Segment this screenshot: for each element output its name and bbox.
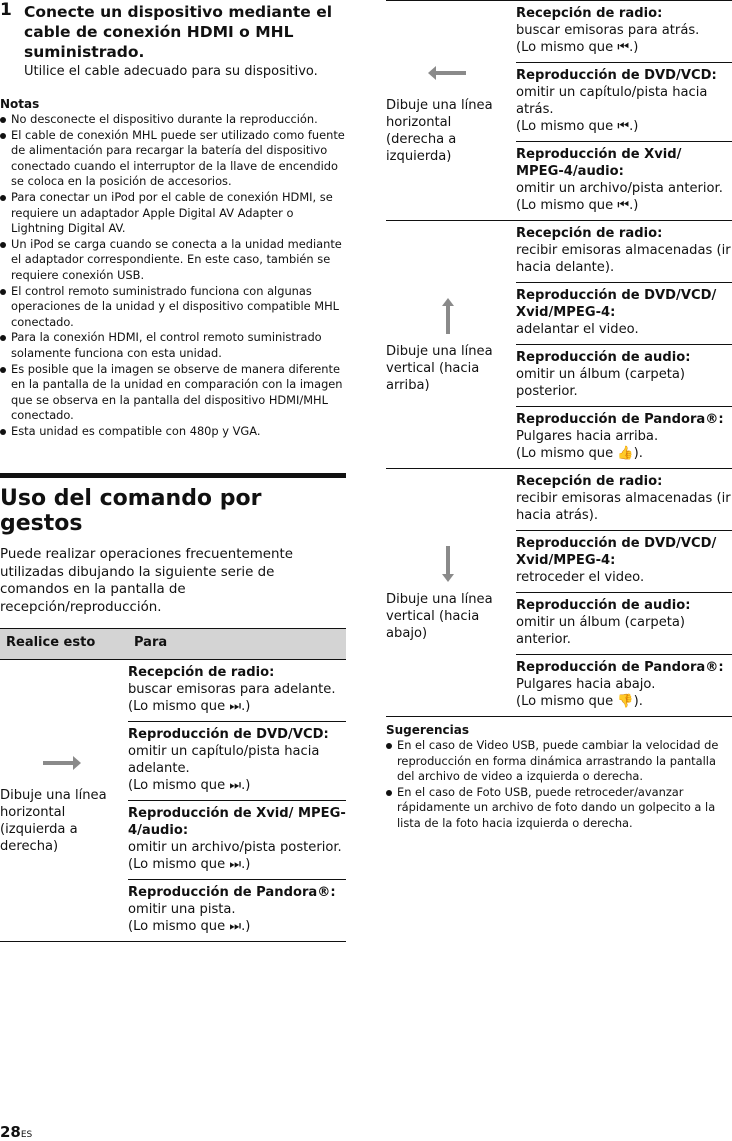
section-title: Uso del comando por gestos <box>0 486 262 537</box>
gesture-action-text: Dibuje una línea vertical (hacia abajo) <box>386 591 493 641</box>
entry-same-as: (Lo mismo que 👍). <box>516 446 643 461</box>
entry-text: recibir emisoras almacenadas (ir hacia delante). <box>516 243 731 275</box>
entry-text: Pulgares hacia abajo. <box>516 677 656 692</box>
entry-same-as: (Lo mismo que ⏮.) <box>516 198 639 213</box>
up-arrow-icon <box>438 296 458 336</box>
entry-text: Pulgares hacia arriba. <box>516 429 659 444</box>
entry-same-as: (Lo mismo que ⏭.) <box>128 699 251 715</box>
entry-title: Recepción de radio: <box>128 665 275 681</box>
gesture-entry <box>128 721 346 800</box>
gesture-table <box>0 628 346 942</box>
list-item: Esta unidad es compatible con 480p y VGA. <box>0 424 346 440</box>
entry-title: Reproducción de Xvid/ MPEG-4/audio: <box>128 806 346 839</box>
gesture-purpose-cell <box>128 660 346 942</box>
down-arrow-icon <box>438 544 458 584</box>
gesture-purpose-cell <box>516 1 732 221</box>
entry-title: Reproducción de DVD/VCD: <box>128 727 329 743</box>
entry-same-as: (Lo mismo que ⏭.) <box>128 919 251 935</box>
entry-title: Recepción de radio: <box>516 226 663 241</box>
list-item: No desconecte el dispositivo durante la reproducción. <box>0 112 346 128</box>
entry-title: Reproducción de Pandora®: <box>516 660 724 675</box>
entry-title: Reproducción de Pandora®: <box>128 885 336 901</box>
gesture-action-text: Dibuje una línea vertical (hacia arriba) <box>386 343 493 393</box>
list-item: Para la conexión HDMI, el control remoto suministrado solamente funciona con esta unidad. <box>0 330 346 361</box>
entry-text: omitir un archivo/pista posterior. <box>128 840 342 856</box>
entry-text: buscar emisoras para adelante. <box>128 682 336 698</box>
gesture-action-cell <box>386 221 516 469</box>
entry-title: Reproducción de audio: <box>516 350 691 365</box>
gesture-row <box>0 660 346 942</box>
gesture-arrow <box>386 544 510 589</box>
gesture-purpose-cell <box>516 221 732 469</box>
col-header-purpose: Para <box>128 629 346 660</box>
entry-text: buscar emisoras para atrás. <box>516 23 700 38</box>
gesture-entry <box>128 800 346 879</box>
list-item: En el caso de Video USB, puede cambiar la velocidad de reproducción en forma dinámica arrastrando la pantalla del archivo de video a izquierda o derecha. <box>386 738 732 785</box>
gesture-action-text: Dibuje una línea horizontal (izquierda a derecha) <box>0 788 107 855</box>
gesture-entry <box>516 406 732 468</box>
entry-text: omitir un capítulo/pista hacia atrás. <box>516 85 708 117</box>
step-1 <box>0 0 346 79</box>
entry-text: omitir un álbum (carpeta) anterior. <box>516 615 686 647</box>
left-arrow-icon <box>426 56 470 90</box>
col-header-action: Realice esto <box>0 629 128 660</box>
entry-text: omitir un archivo/pista anterior. <box>516 181 723 196</box>
entry-title: Reproducción de DVD/VCD/ Xvid/MPEG-4: <box>516 288 717 320</box>
notes-heading: Notas <box>0 97 40 111</box>
entry-text: retroceder el video. <box>516 570 645 585</box>
gesture-action-cell <box>386 469 516 717</box>
gesture-entry <box>516 592 732 654</box>
list-item: Un iPod se carga cuando se conecta a la unidad mediante el adaptador correspondiente. En este caso, también se requiere conexión USB. <box>0 237 346 284</box>
right-column <box>386 0 732 832</box>
gesture-table-continued <box>386 0 732 717</box>
gesture-row <box>386 469 732 717</box>
gesture-action-cell <box>0 660 128 942</box>
entry-same-as: (Lo mismo que ⏮.) <box>516 40 639 55</box>
entry-title: Reproducción de audio: <box>516 598 691 613</box>
list-item: Es posible que la imagen se observe de manera diferente en la pantalla de la unidad en comparación con la imagen que se observa en la pantalla del dispositivo HDMI/MHL conectado. <box>0 362 346 424</box>
gesture-entry <box>516 62 732 141</box>
list-item: Para conectar un iPod por el cable de conexión HDMI, se requiere un adaptador Apple Digital AV Adapter o Lightning Digital AV. <box>0 190 346 237</box>
section-intro: Puede realizar operaciones frecuentemente utilizadas dibujando la siguiente serie de comandos en la pantalla de recepción/reproducción. <box>0 547 294 615</box>
list-item: En el caso de Foto USB, puede retroceder/avanzar rápidamente un archivo de foto dando un golpecito a la lista de la foto hacia izquierda o derecha. <box>386 785 732 832</box>
notes-list <box>0 112 346 439</box>
gesture-entry <box>516 654 732 716</box>
gesture-arrow <box>0 746 122 785</box>
entry-text: omitir una pista. <box>128 902 236 918</box>
gesture-row <box>386 221 732 469</box>
gesture-action-text: Dibuje una línea horizontal (derecha a izquierda) <box>386 98 493 164</box>
entry-title: Reproducción de DVD/VCD: <box>516 68 717 83</box>
gesture-entry <box>128 660 346 721</box>
gesture-entry <box>516 282 732 344</box>
step-subtitle: Utilice el cable adecuado para su dispositivo. <box>24 64 318 79</box>
tips-list <box>386 738 732 832</box>
gesture-entry <box>516 1 732 62</box>
list-item: El cable de conexión MHL puede ser utilizado como fuente de alimentación para recargar la batería del dispositivo conectado cuando el interruptor de la llave de encendido se coloca en la posición de accesorios. <box>0 128 346 190</box>
page-number: 28ES <box>0 1123 33 1141</box>
list-item: El control remoto suministrado funciona con algunas operaciones de la unidad y el dispositivo compatible MHL conectado. <box>0 284 346 331</box>
entry-same-as: (Lo mismo que ⏮.) <box>516 119 639 134</box>
gesture-entry <box>516 344 732 406</box>
entry-text: omitir un capítulo/pista hacia adelante. <box>128 744 320 777</box>
entry-title: Reproducción de Xvid/ MPEG-4/audio: <box>516 147 682 179</box>
entry-same-as: (Lo mismo que ⏭.) <box>128 778 251 794</box>
entry-title: Recepción de radio: <box>516 474 663 489</box>
right-arrow-icon <box>39 746 83 780</box>
left-column <box>0 0 346 942</box>
tips-heading: Sugerencias <box>386 723 469 737</box>
gesture-row <box>386 1 732 221</box>
gesture-entry <box>516 141 732 220</box>
entry-title: Recepción de radio: <box>516 6 663 21</box>
gesture-entry <box>516 221 732 282</box>
gesture-entry <box>516 469 732 530</box>
gesture-action-cell <box>386 1 516 221</box>
entry-text: adelantar el video. <box>516 322 639 337</box>
entry-title: Reproducción de Pandora®: <box>516 412 724 427</box>
step-title: Conecte un dispositivo mediante el cable de conexión HDMI o MHL suministrado. <box>24 3 333 61</box>
gesture-entry <box>516 530 732 592</box>
gesture-arrow <box>386 56 510 95</box>
entry-text: omitir un álbum (carpeta) posterior. <box>516 367 686 399</box>
gesture-purpose-cell <box>516 469 732 717</box>
section-rule <box>0 473 346 478</box>
entry-text: recibir emisoras almacenadas (ir hacia atrás). <box>516 491 731 523</box>
gesture-arrow <box>386 296 510 341</box>
entry-title: Reproducción de DVD/VCD/ Xvid/MPEG-4: <box>516 536 717 568</box>
gesture-entry <box>128 879 346 941</box>
entry-same-as: (Lo mismo que ⏭.) <box>128 857 251 873</box>
entry-same-as: (Lo mismo que 👎). <box>516 694 643 709</box>
step-number: 1 <box>0 0 12 20</box>
